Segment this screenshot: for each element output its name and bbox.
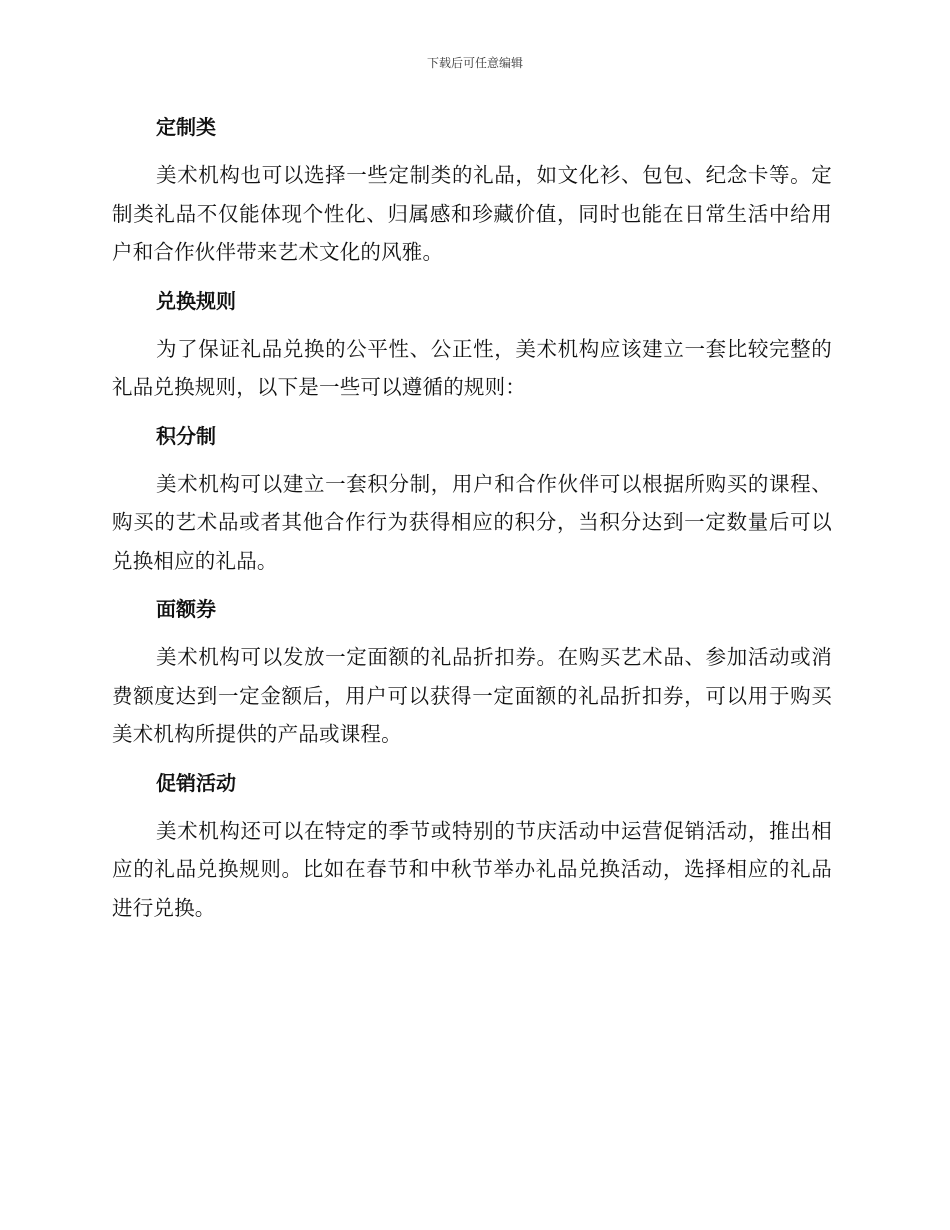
section-promotions xyxy=(112,764,832,928)
section-voucher xyxy=(112,590,832,754)
section-paragraph: 美术机构还可以在特定的季节或特别的节庆活动中运营促销活动，推出相应的礼品兑换规则。比如在春节和中秋节举办礼品兑换活动，选择相应的礼品进行兑换。 xyxy=(112,818,832,920)
header-note: 下载后可任意编辑 xyxy=(426,56,523,70)
section-heading: 促销活动 xyxy=(156,770,236,795)
section-heading: 定制类 xyxy=(156,115,216,139)
section-heading: 面额券 xyxy=(156,597,216,621)
section-heading: 兑换规则 xyxy=(156,288,236,313)
section-heading: 积分制 xyxy=(156,423,216,448)
section-custom xyxy=(112,108,832,272)
section-paragraph: 美术机构可以建立一套积分制，用户和合作伙伴可以根据所购买的课程、购买的艺术品或者其他合作行为获得相应的积分，当积分达到一定数量后可以兑换相应的礼品。 xyxy=(112,471,832,573)
document-body xyxy=(112,108,832,927)
section-paragraph: 美术机构可以发放一定面额的礼品折扣券。在购买艺术品、参加活动或消费额度达到一定金额后，用户可以获得一定面额的礼品折扣券，可以用于购买美术机构所提供的产品或课程。 xyxy=(112,645,832,746)
section-paragraph: 为了保证礼品兑换的公平性、公正性，美术机构应该建立一套比较完整的礼品兑换规则，以下是一些可以遵循的规则： xyxy=(112,336,832,399)
section-redemption-rules xyxy=(112,282,832,407)
section-points-system xyxy=(112,417,832,581)
section-paragraph: 美术机构也可以选择一些定制类的礼品，如文化衫、包包、纪念卡等。定制类礼品不仅能体现个性化、归属感和珍藏价值，同时也能在日常生活中给用户和合作伙伴带来艺术文化的风雅。 xyxy=(112,163,832,264)
